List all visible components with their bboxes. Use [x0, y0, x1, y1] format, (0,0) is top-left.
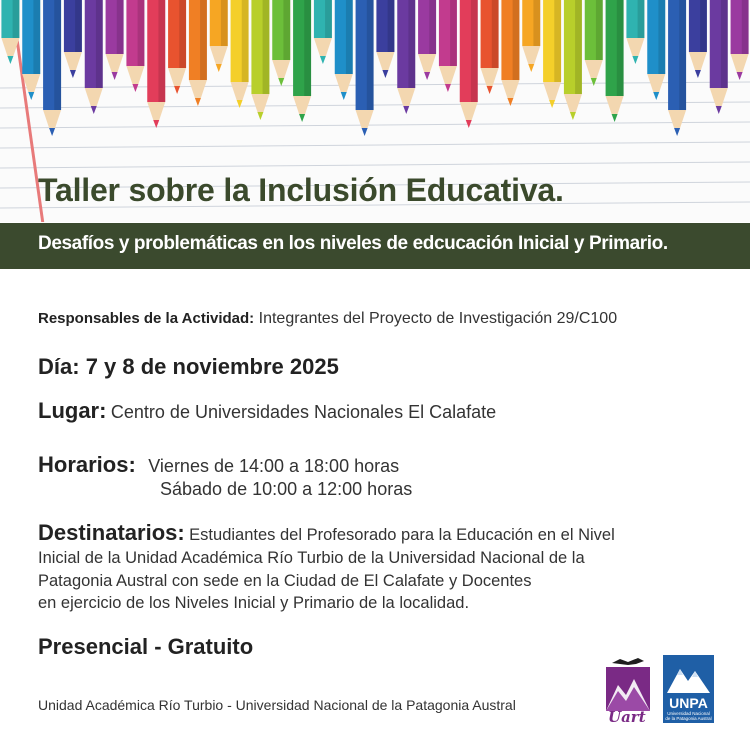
- responsables-label: Responsables de la Actividad:: [38, 310, 255, 327]
- pencil-icon: [293, 0, 311, 122]
- lugar-value: Centro de Universidades Nacionales El Calafate: [110, 402, 497, 422]
- pencil-icon: [43, 0, 61, 136]
- pencil-icon: [314, 0, 332, 64]
- responsables-value: Integrantes del Proyecto de Investigación 29/C100: [258, 310, 618, 327]
- pencil-icon: [522, 0, 540, 72]
- pencil-icon: [210, 0, 228, 72]
- pencil-icon: [668, 0, 686, 136]
- destinatarios-line3: Patagonia Austral con sede en la Ciudad de El Calafate y Docentes: [38, 571, 532, 590]
- pencil-icon: [22, 0, 40, 100]
- event-title: Taller sobre la Inclusión Educativa.: [38, 172, 564, 208]
- uart-bird-icon: [612, 658, 644, 665]
- uart-wordmark: Uart: [608, 708, 646, 723]
- pencil-icon: [126, 0, 144, 92]
- pencil-icon: [64, 0, 82, 78]
- pencil-icon: [147, 0, 165, 128]
- pencil-icon: [231, 0, 249, 108]
- pencil-icon: [397, 0, 415, 114]
- pencil-icon: [543, 0, 561, 108]
- horarios-line1: Viernes de 14:00 a 18:00 horas: [148, 456, 400, 476]
- destinatarios-text: [38, 547, 585, 615]
- pencil-icon: [564, 0, 582, 120]
- dia-label: Día:: [38, 354, 80, 379]
- svg-text:Universidad Nacional: Universidad Nacional: [667, 711, 710, 716]
- pencil-icon: [689, 0, 707, 78]
- pencil-icon: [335, 0, 353, 100]
- pencil-icon: [585, 0, 603, 86]
- dia-row: [38, 354, 339, 380]
- horarios-row: [38, 452, 399, 478]
- destinatarios-line2: Inicial de la Unidad Académica Río Turbio de la Universidad Nacional de la: [38, 549, 585, 567]
- destinatarios-row: [38, 520, 615, 546]
- responsables-row: [38, 310, 617, 328]
- destinatarios-label: Destinatarios:: [38, 520, 185, 545]
- pencil-icon: [606, 0, 624, 122]
- pencil-icon: [501, 0, 519, 106]
- pencil-icon: [85, 0, 103, 114]
- pencil-icon: [1, 0, 19, 64]
- colored-pencils-illustration: [0, 0, 750, 180]
- pencil-icon: [731, 0, 749, 80]
- pencil-icon: [439, 0, 457, 92]
- lugar-row: [38, 398, 496, 424]
- pencil-icon: [481, 0, 499, 94]
- event-subtitle: Desafíos y problemáticas en los niveles de edcucación Inicial y Primario.: [38, 233, 668, 254]
- pencil-icon: [376, 0, 394, 78]
- lugar-label: Lugar:: [38, 398, 107, 423]
- destinatarios-line4: en ejercicio de los Niveles Inicial y Primario de la localidad.: [38, 594, 470, 612]
- horarios-label: Horarios:: [38, 452, 136, 477]
- pencil-icon: [356, 0, 374, 136]
- dia-value: 7 y 8 de noviembre 2025: [85, 354, 339, 379]
- pencil-icon: [272, 0, 290, 86]
- unpa-logo: [663, 655, 714, 723]
- pencil-icon: [168, 0, 186, 94]
- pencil-icon: [251, 0, 269, 120]
- pencil-icon: [626, 0, 644, 64]
- destinatarios-line1: Estudiantes del Profesorado para la Educación en el Nivel: [189, 526, 615, 544]
- unpa-wordmark: UNPA: [669, 695, 708, 711]
- pencil-icon: [647, 0, 665, 100]
- footer-institution: Unidad Académica Río Turbio - Universidad Nacional de la Patagonia Austral: [38, 697, 516, 713]
- pencil-icon: [106, 0, 124, 80]
- svg-text:de la Patagonia Austral: de la Patagonia Austral: [665, 716, 712, 721]
- pencil-icon: [460, 0, 478, 128]
- pencil-icon: [710, 0, 728, 114]
- uart-logo: [598, 655, 656, 723]
- pencil-icon: [189, 0, 207, 106]
- pencil-icon: [418, 0, 436, 80]
- horarios-line2: Sábado de 10:00 a 12:00 horas: [160, 479, 413, 499]
- modalidad-text: Presencial - Gratuito: [38, 634, 254, 659]
